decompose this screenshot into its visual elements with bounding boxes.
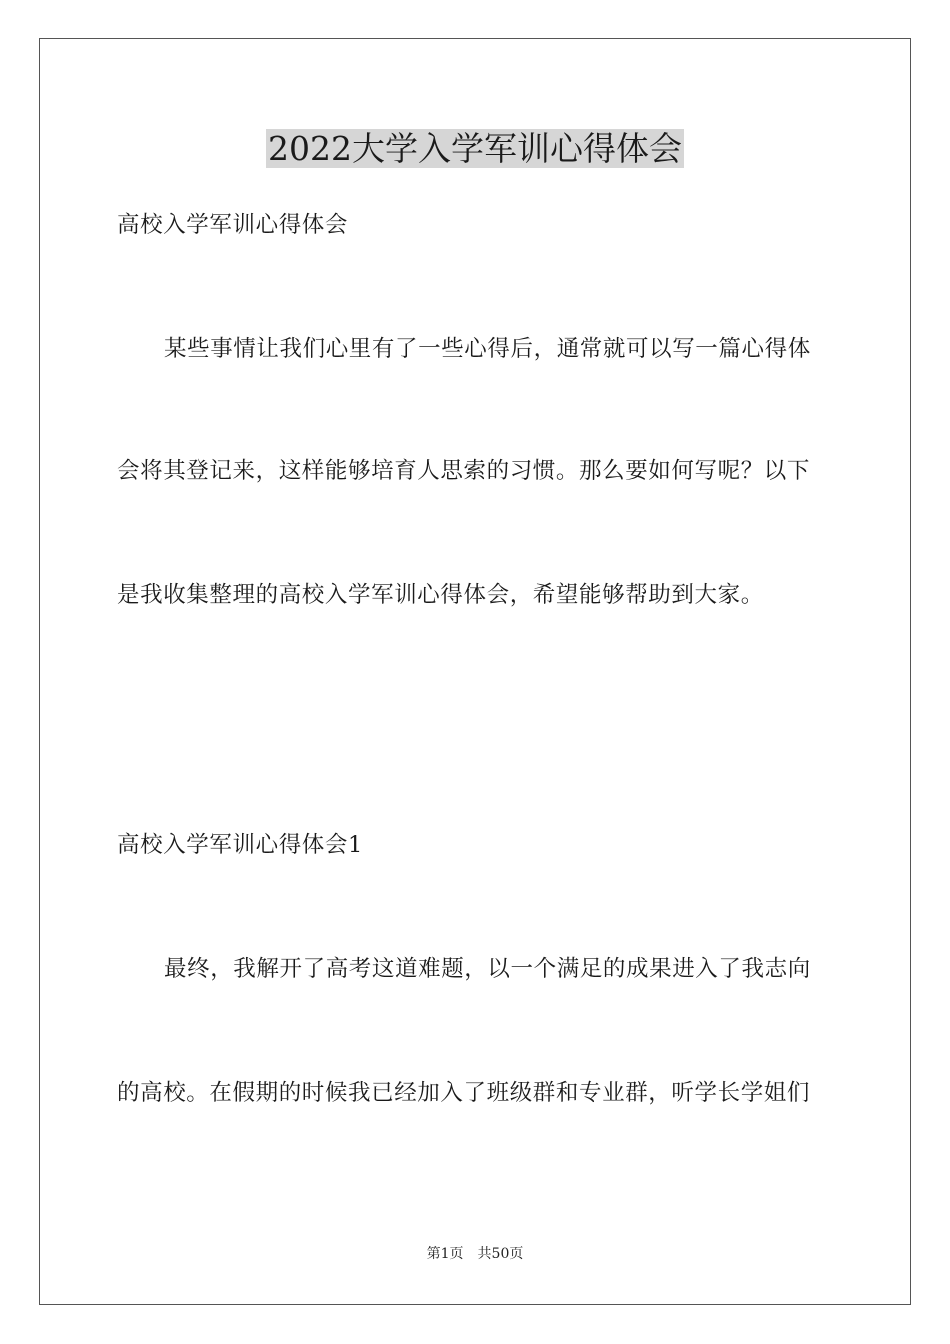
page-footer <box>0 1244 950 1264</box>
paragraph-line: 是我收集整理的高校入学军训心得体会，希望能够帮助到大家。 <box>117 582 764 608</box>
paragraph-line: 的高校。在假期的时候我已经加入了班级群和专业群，听学长学姐们 <box>117 1080 811 1106</box>
document-title <box>0 128 950 170</box>
page-number-total: 共50页 <box>477 1246 524 1262</box>
page-number-current: 第1页 <box>426 1246 464 1262</box>
document-title-text: 2022大学入学军训心得体会 <box>268 129 682 168</box>
document-subtitle: 高校入学军训心得体会 <box>117 212 349 238</box>
paragraph-line: 会将其登记来，这样能够培育人思索的习惯。那么要如何写呢？以下 <box>117 458 811 484</box>
paragraph-line <box>164 334 837 364</box>
paragraph-line: 最终，我解开了高考这道难题，以一个满足的成果进入了我志向 <box>164 956 811 982</box>
paragraph-line-text: 某些事情让我们心里有了一些心得后，通常就可以写一篇心得体 <box>164 336 811 362</box>
section-heading: 高校入学军训心得体会1 <box>117 832 363 858</box>
